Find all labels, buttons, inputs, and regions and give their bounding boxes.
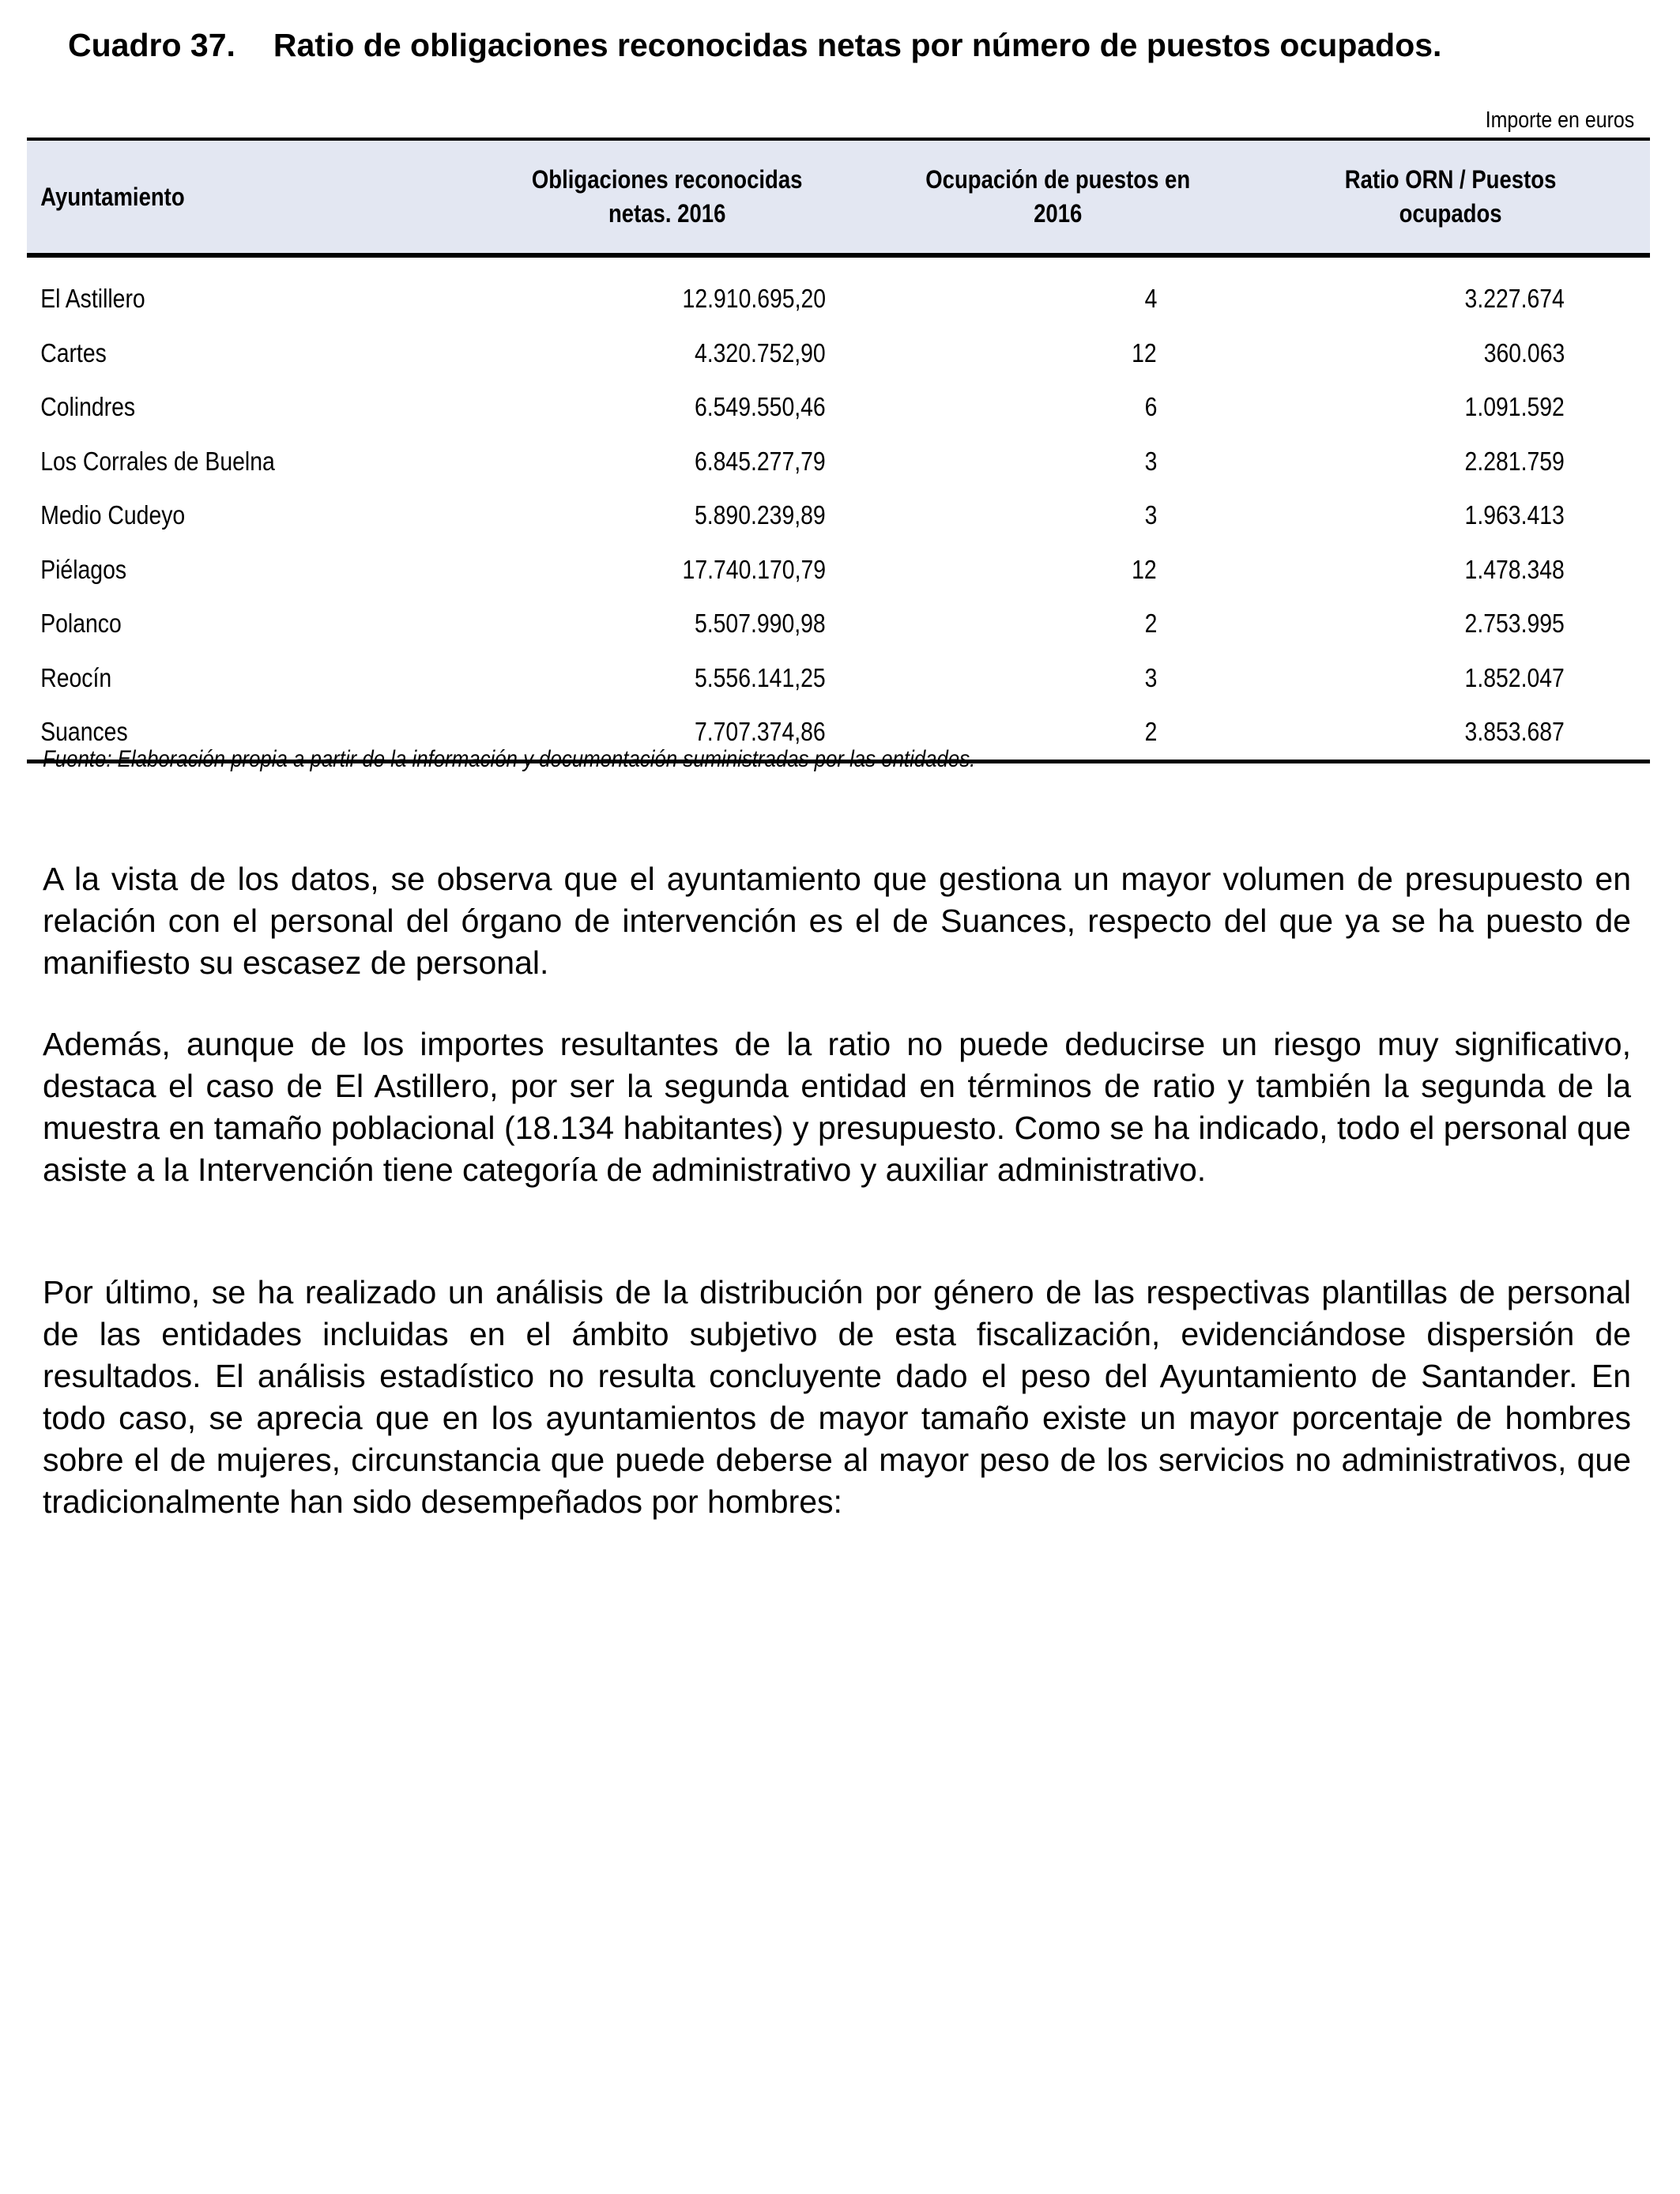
cell-ratio: 360.063 xyxy=(1483,337,1565,368)
cell-positions: 2 xyxy=(864,705,1252,761)
table-row xyxy=(27,380,1650,435)
source-note: Fuente: Elaboración propia a partir de la información y documentación suministradas por las entidades. xyxy=(43,746,976,772)
cell-name: Los Corrales de Buelna xyxy=(40,446,275,476)
cell-ratio: 2.753.995 xyxy=(1464,609,1565,639)
cell-ratio: 2.281.759 xyxy=(1464,446,1565,476)
cell-name: Polanco xyxy=(40,609,122,639)
cell-positions: 12 xyxy=(1132,337,1157,368)
header-ayuntamiento: Ayuntamiento xyxy=(27,139,469,255)
cell-positions: 12 xyxy=(1132,554,1157,584)
paragraph: A la vista de los datos, se observa que el ayuntamiento que gestiona un mayor volumen de presupuesto en relación con el personal del órgano de intervención es el de Suances, respecto del que ya se ha puesto de manifiesto su escasez de personal. xyxy=(43,861,1631,981)
table-title: Ratio de obligaciones reconocidas netas por número de puestos ocupados. xyxy=(273,27,1442,63)
cell-positions: 3 xyxy=(1144,662,1157,692)
cell-obligations: 17.740.170,79 xyxy=(682,554,826,584)
cell-obligations: 5.556.141,25 xyxy=(695,662,826,692)
cell-positions: 3 xyxy=(1144,446,1157,476)
cell-obligations: 5.890.239,89 xyxy=(695,500,826,530)
table-row xyxy=(27,488,1650,543)
cell-obligations: 7.707.374,86 xyxy=(469,705,864,761)
cell-ratio: 3.227.674 xyxy=(1464,284,1565,314)
unit-note: Importe en euros xyxy=(1485,107,1634,133)
cell-name: Medio Cudeyo xyxy=(40,500,186,530)
cell-obligations: 6.549.550,46 xyxy=(695,392,826,422)
table-row xyxy=(27,597,1650,651)
cell-name: El Astillero xyxy=(40,284,145,314)
cell-ratio: 1.963.413 xyxy=(1464,500,1565,530)
table-caption xyxy=(68,24,1648,66)
table-row xyxy=(27,435,1650,489)
table-header-row xyxy=(27,139,1650,255)
cell-ratio: 1.478.348 xyxy=(1464,554,1565,584)
cell-obligations: 12.910.695,20 xyxy=(682,284,826,314)
cell-positions: 4 xyxy=(1144,284,1157,314)
cell-positions: 3 xyxy=(1144,500,1157,530)
cell-ratio: 1.852.047 xyxy=(1464,662,1565,692)
cell-obligations: 4.320.752,90 xyxy=(695,337,826,368)
table-row xyxy=(27,543,1650,598)
table-row xyxy=(27,255,1650,326)
cell-positions: 2 xyxy=(1144,609,1157,639)
cell-name: Reocín xyxy=(40,662,112,692)
paragraph: Por último, se ha realizado un análisis de la distribución por género de las respectivas plantillas de personal de las entidades incluidas en el ámbito subjetivo de esta fiscalización, evidenciándose dispersión de resultados. El análisis estadístico no resulta concluyente dado el peso del Ayuntamiento de Santander. En todo caso, se aprecia que en los ayuntamientos de mayor tamaño existe un mayor porcentaje de hombres sobre el de mujeres, circunstancia que puede deberse al mayor peso de los servicios no administrativos, que tradicionalmente han sido desempeñados por hombres: xyxy=(43,1274,1631,1520)
cell-ratio: 3.853.687 xyxy=(1252,705,1650,761)
cell-obligations: 6.845.277,79 xyxy=(695,446,826,476)
cell-name: Colindres xyxy=(40,392,136,422)
cell-positions: 6 xyxy=(1144,392,1157,422)
cell-name: Suances xyxy=(27,705,469,761)
table-row xyxy=(27,326,1650,381)
cell-obligations: 5.507.990,98 xyxy=(695,609,826,639)
header-ocupacion: Ocupación de puestos en 2016 xyxy=(864,139,1252,255)
cell-name: Cartes xyxy=(40,337,107,368)
header-obligaciones: Obligaciones reconocidas netas. 2016 xyxy=(469,139,864,255)
ratio-table xyxy=(27,138,1650,763)
cell-name: Piélagos xyxy=(40,554,127,584)
header-ratio: Ratio ORN / Puestos ocupados xyxy=(1252,139,1650,255)
table-number: Cuadro 37. xyxy=(68,27,235,63)
table-row xyxy=(27,651,1650,706)
paragraph: Además, aunque de los importes resultantes de la ratio no puede deducirse un riesgo muy significativo, destaca el caso de El Astillero, por ser la segunda entidad en términos de ratio y también la segunda de la muestra en tamaño poblacional (18.134 habitantes) y presupuesto. Como se ha indicado, todo el personal que asiste a la Intervención tiene categoría de administrativo y auxiliar administrativo. xyxy=(43,1026,1631,1188)
cell-ratio: 1.091.592 xyxy=(1464,392,1565,422)
